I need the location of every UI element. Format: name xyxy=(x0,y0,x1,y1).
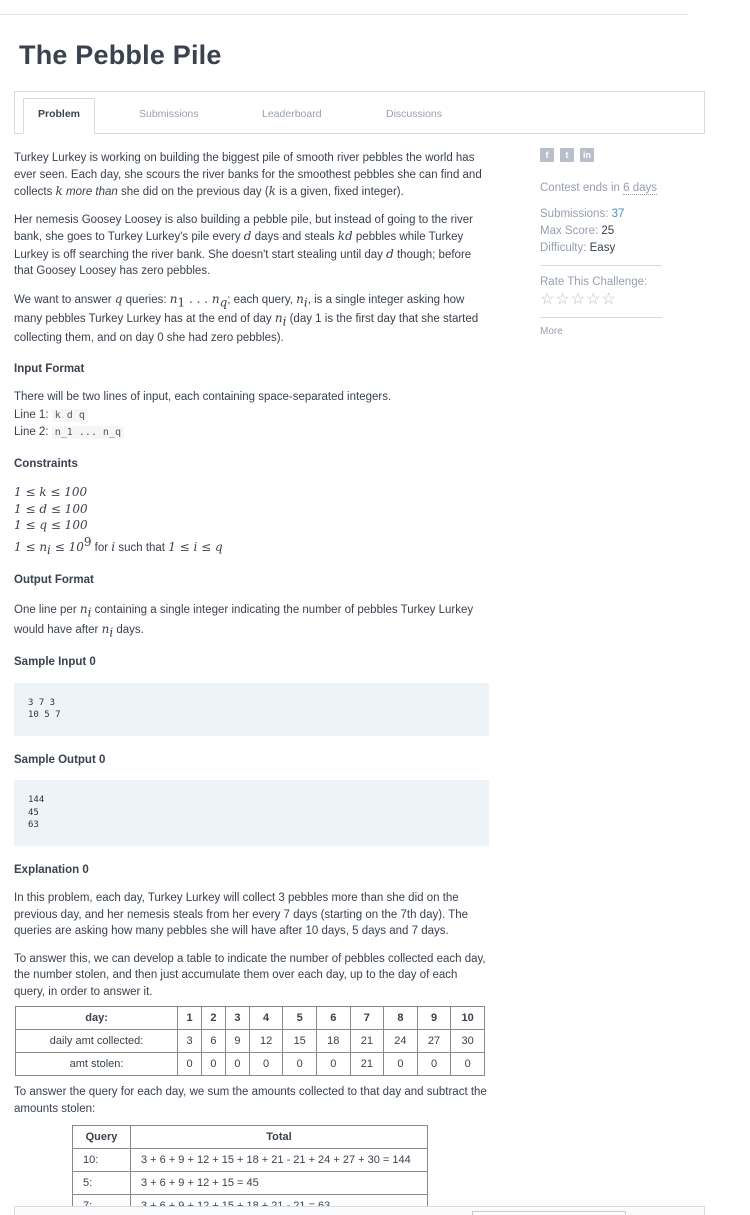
constraint-k: 1 ≤ k ≤ 100 xyxy=(14,485,88,500)
contest-ends-value: 6 days xyxy=(623,182,657,194)
submissions-stat: Submissions: 37 xyxy=(540,208,625,220)
day-table-header: 1 xyxy=(178,1007,202,1030)
day-table-header: 5 xyxy=(283,1007,317,1030)
input-line-2: Line 2: n_1 ... n_q xyxy=(14,424,489,442)
day-table-row xyxy=(16,1030,485,1053)
day-table xyxy=(15,1006,485,1076)
day-table-cell: 0 xyxy=(384,1053,418,1076)
submissions-link[interactable]: 37 xyxy=(611,208,625,220)
day-table-cell: 12 xyxy=(249,1030,283,1053)
day-table-header: 10 xyxy=(451,1007,485,1030)
day-table-cell: 21 xyxy=(350,1030,384,1053)
day-table-header: 6 xyxy=(316,1007,350,1030)
query-table-cell: 3 + 6 + 9 + 12 + 15 + 18 + 21 - 21 + 24 + 27 + 30 = 144 xyxy=(131,1149,428,1172)
day-table-cell: 30 xyxy=(451,1030,485,1053)
sample-output-heading: Sample Output 0 xyxy=(14,753,106,766)
sample-output-code: 144 45 63 xyxy=(14,780,489,846)
constraint-d: 1 ≤ d ≤ 100 xyxy=(14,501,88,516)
paragraph-queries: We want to answer q queries: $n_1$ . . . $n_q$; each query, $n_i$, is a single integer asking how many pebbles Turkey Lurkey has at the end of day $n_i$ (day 1 is the first day that she started collecting them, and on day 0 she had zero pebbles). xyxy=(14,291,479,345)
day-table-cell: daily amt collected: xyxy=(16,1030,178,1053)
language-select[interactable] xyxy=(472,1211,626,1215)
top-divider xyxy=(0,14,688,15)
query-table xyxy=(72,1125,428,1215)
linkedin-icon[interactable]: in xyxy=(580,148,594,162)
social-share xyxy=(540,148,662,162)
day-table-row xyxy=(16,1053,485,1076)
day-table-cell: 9 xyxy=(225,1030,249,1053)
day-table-cell: 3 xyxy=(178,1030,202,1053)
paragraph-nemesis: Her nemesis Goosey Loosey is also building a pebble pile, but instead of going to the river bank, she goes to Turkey Lurkey's pile every d days and steals kd pebbles while Turkey Lurkey is off searching the river bank. She doesn't start stealing until day d though; before that Goosey Loosey has zero pebbles. xyxy=(14,213,473,277)
query-table-row xyxy=(73,1149,428,1172)
tab-discussions[interactable]: Discussions xyxy=(386,108,443,120)
day-table-cell: 18 xyxy=(316,1030,350,1053)
sidebar-divider xyxy=(540,265,662,266)
tab-problem[interactable]: Problem xyxy=(23,98,95,134)
input-format-heading: Input Format xyxy=(14,362,85,375)
query-table-cell: 5: xyxy=(73,1172,131,1195)
day-table-cell: 0 xyxy=(225,1053,249,1076)
day-table-cell: 0 xyxy=(316,1053,350,1076)
day-table-cell: 0 xyxy=(178,1053,202,1076)
contest-ends: Contest ends in 6 days xyxy=(540,182,657,194)
day-table-cell: 24 xyxy=(384,1030,418,1053)
constraint-n: $1 \le n_i \le 10^9$ for i such that 1 ≤ i ≤ q xyxy=(14,534,223,557)
day-table-cell: amt stolen: xyxy=(16,1053,178,1076)
rate-label: Rate This Challenge: xyxy=(540,276,648,288)
explanation-paragraph-3: To answer the query for each day, we sum the amounts collected to that day and subtract the amounts stolen: xyxy=(14,1086,487,1115)
query-table-cell: 10: xyxy=(73,1149,131,1172)
tab-submissions[interactable]: Submissions xyxy=(139,108,199,120)
day-table-cell: 21 xyxy=(350,1053,384,1076)
explanation-paragraph-1: In this problem, each day, Turkey Lurkey will collect 3 pebbles more than she did on the previous day, and her nemesis steals from her every 7 days (starting on the 7th day). The queries are asking how many pebbles she will have after 10 days, 5 days and 7 days. xyxy=(14,892,469,938)
input-line-1: Line 1: k d q xyxy=(14,407,489,425)
explanation-heading: Explanation 0 xyxy=(14,863,89,876)
day-table-cell: 0 xyxy=(202,1053,226,1076)
day-table-cell: 6 xyxy=(202,1030,226,1053)
twitter-icon[interactable]: t xyxy=(560,148,574,162)
challenge-sidebar xyxy=(540,148,662,337)
day-table-header: 9 xyxy=(417,1007,451,1030)
page-title: The Pebble Pile xyxy=(19,40,222,70)
sample-input-code: 3 7 3 10 5 7 xyxy=(14,683,489,736)
day-table-header: 3 xyxy=(225,1007,249,1030)
difficulty-stat: Difficulty: Easy xyxy=(540,242,616,254)
tab-leaderboard[interactable]: Leaderboard xyxy=(262,108,322,120)
day-table-cell: 0 xyxy=(417,1053,451,1076)
day-table-cell: 27 xyxy=(417,1030,451,1053)
query-table-row xyxy=(73,1172,428,1195)
day-table-header: day: xyxy=(16,1007,178,1030)
sample-input-heading: Sample Input 0 xyxy=(14,656,96,669)
query-table-header-row xyxy=(73,1126,428,1149)
day-table-cell: 0 xyxy=(249,1053,283,1076)
explanation-paragraph-2: To answer this, we can develop a table to indicate the number of pebbles collected each day, the number stolen, and then just accumulate them over each day, up to the day of each query, in order to answer it. xyxy=(14,952,486,998)
input-format-text: There will be two lines of input, each containing space-separated integers. xyxy=(14,391,392,404)
problem-statement xyxy=(14,150,489,1215)
day-table-cell: 0 xyxy=(451,1053,485,1076)
facebook-icon[interactable]: f xyxy=(540,148,554,162)
day-table-cell: 0 xyxy=(283,1053,317,1076)
output-format-heading: Output Format xyxy=(14,574,94,587)
day-table-header: 4 xyxy=(249,1007,283,1030)
constraint-q: 1 ≤ q ≤ 100 xyxy=(14,518,88,533)
more-link[interactable]: More xyxy=(540,326,563,337)
tab-bar xyxy=(14,91,705,134)
sidebar-divider xyxy=(540,317,662,318)
day-table-cell: 15 xyxy=(283,1030,317,1053)
max-score-stat: Max Score: 25 xyxy=(540,225,615,237)
rating-stars[interactable]: ☆☆☆☆☆ xyxy=(540,291,617,308)
constraints-heading: Constraints xyxy=(14,457,78,470)
day-table-header-row xyxy=(16,1007,485,1030)
day-table-header: 8 xyxy=(384,1007,418,1030)
output-format-text: One line per $n_i$ containing a single integer indicating the number of pebbles Turkey Lurkey would have after $n_i$ days. xyxy=(14,601,474,639)
query-table-header: Total xyxy=(131,1126,428,1149)
day-table-header: 2 xyxy=(202,1007,226,1030)
query-table-cell: 3 + 6 + 9 + 12 + 15 = 45 xyxy=(131,1172,428,1195)
day-table-header: 7 xyxy=(350,1007,384,1030)
query-table-header: Query xyxy=(73,1126,131,1149)
paragraph-intro: Turkey Lurkey is working on building the biggest pile of smooth river pebbles the world has ever seen. Each day, she scours the river banks for the smoothest pebbles she can find and collects k more than she did on the previous day (k is a given, fixed integer). xyxy=(14,152,482,198)
